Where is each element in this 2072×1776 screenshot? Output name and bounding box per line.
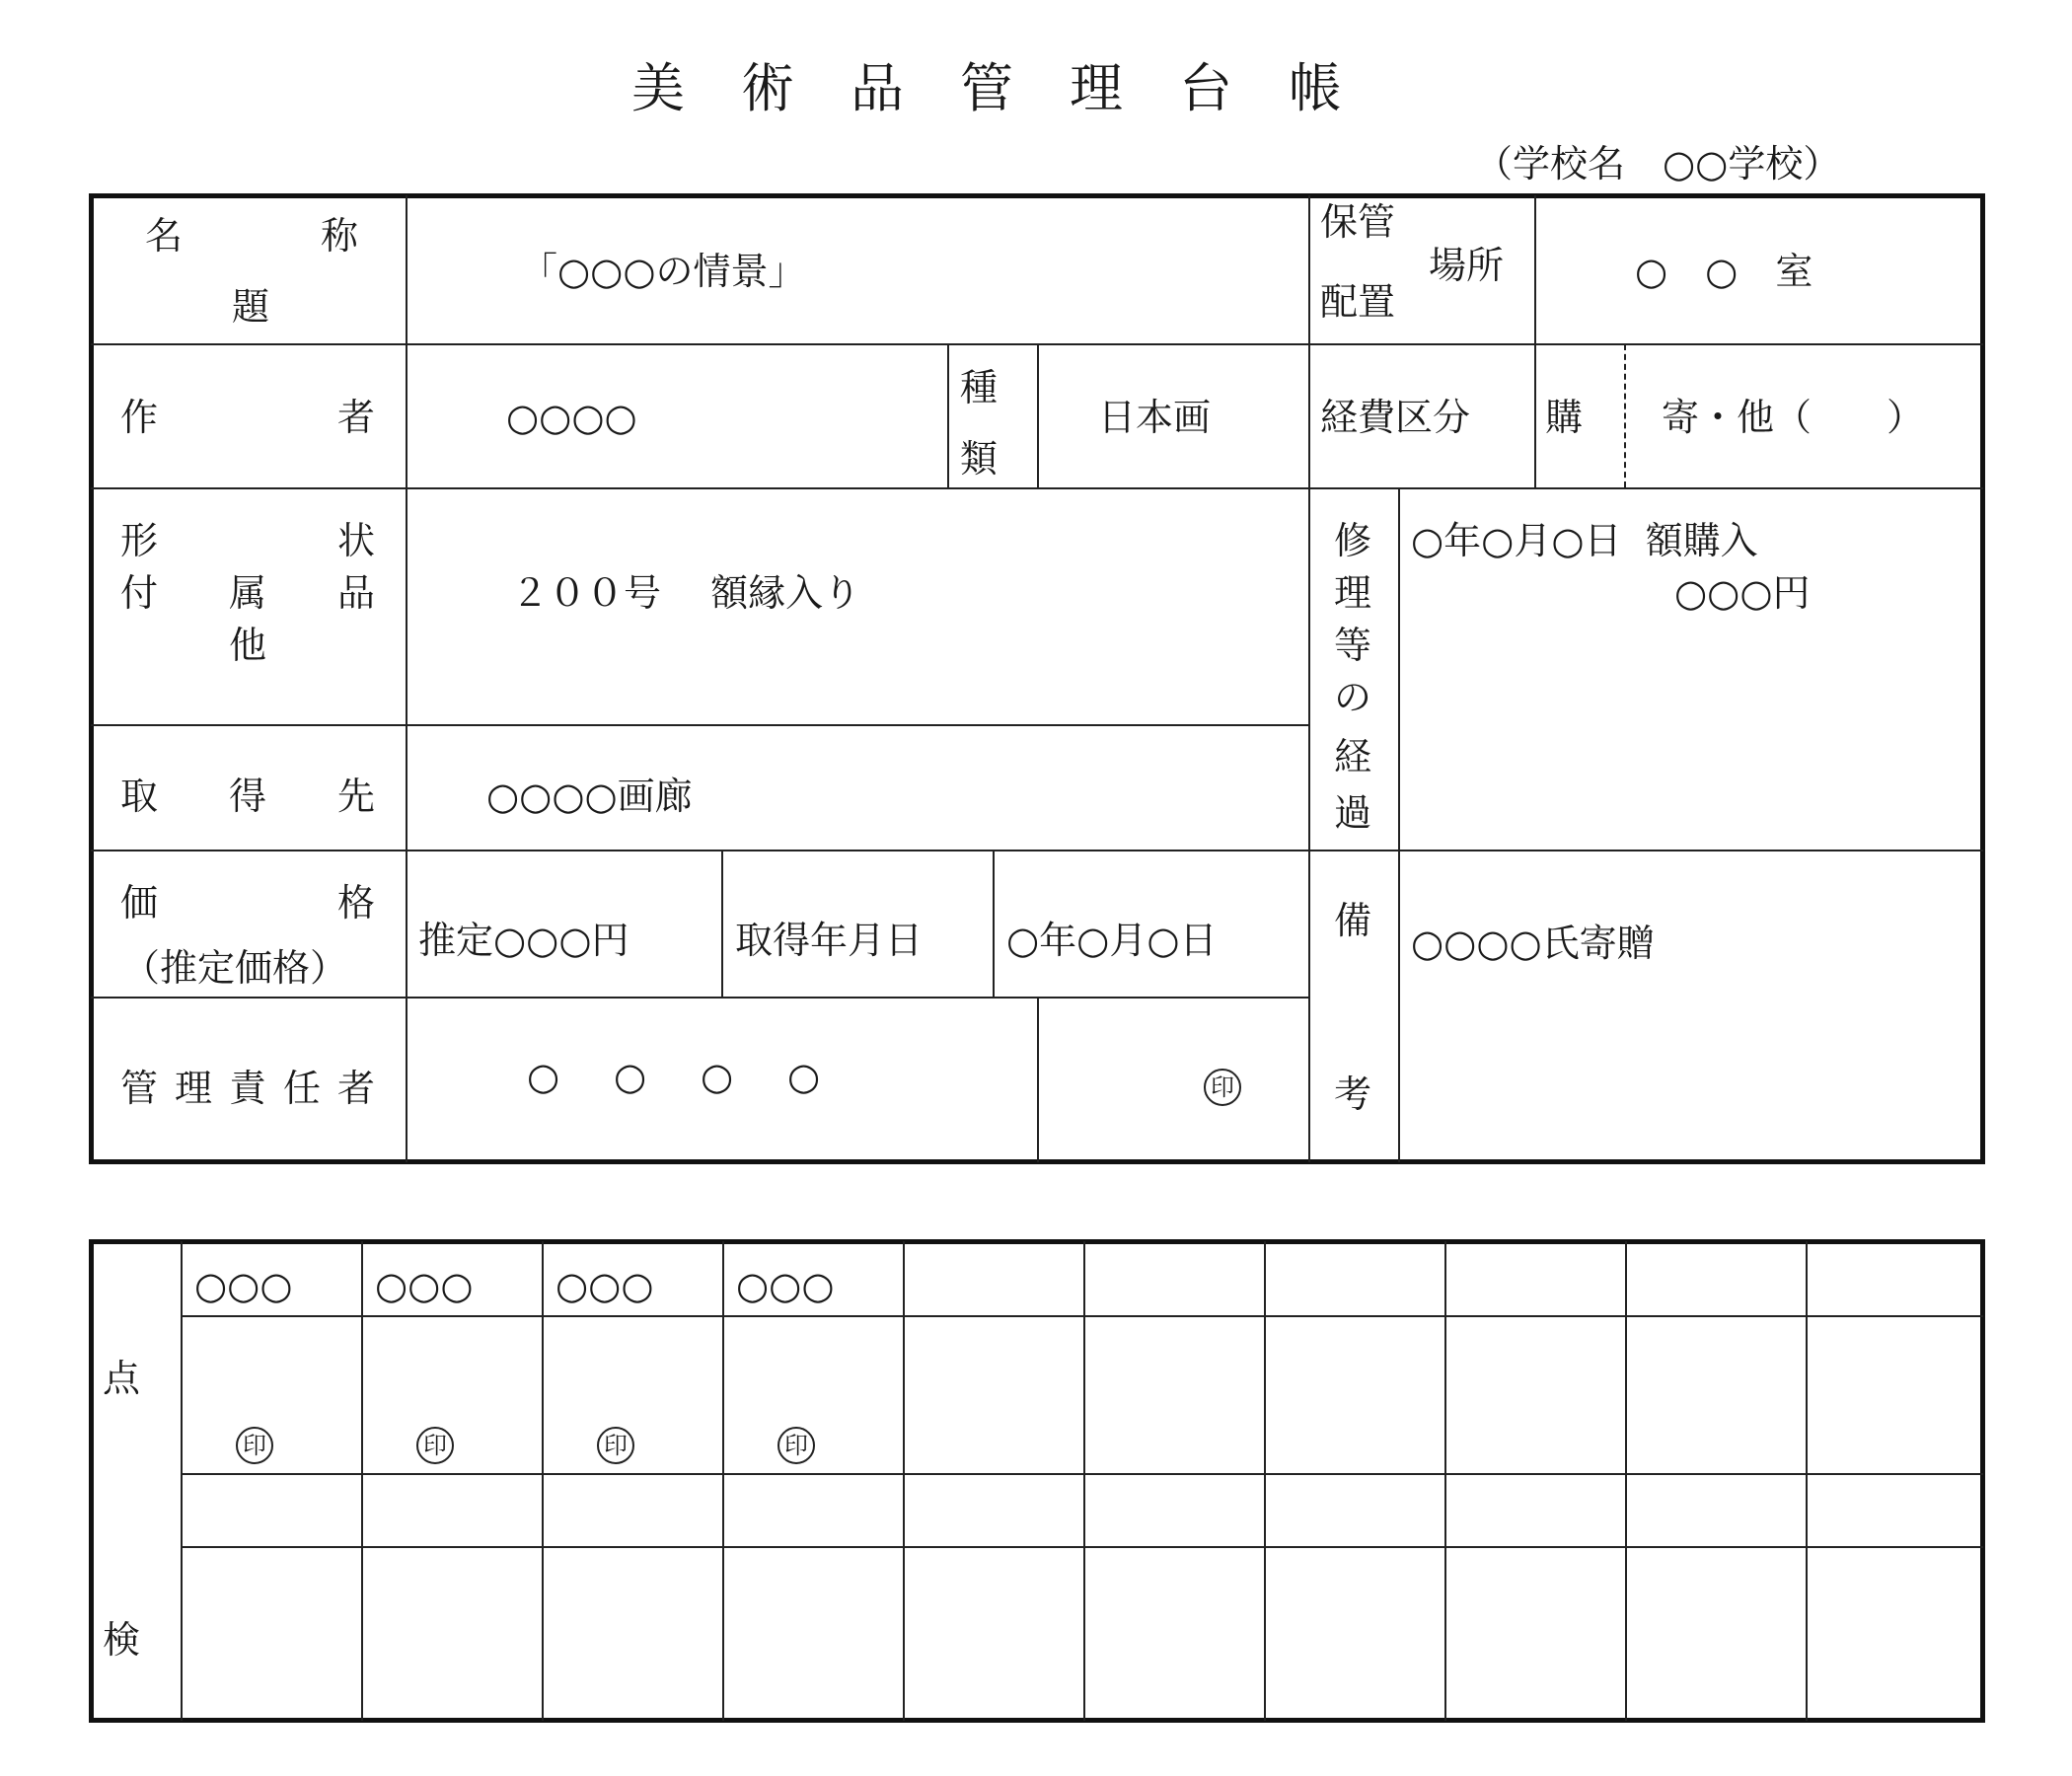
name-label: 名 [145, 214, 184, 258]
name-label: 題 [232, 285, 270, 329]
title-char: 術 [741, 56, 794, 119]
col-divider [721, 850, 723, 997]
storage-label: 場所 [1429, 244, 1505, 287]
manager-label: 理 [175, 1067, 213, 1110]
row-divider [91, 487, 1983, 489]
seal-stamp-icon: 印 [416, 1427, 454, 1464]
title-char: 品 [851, 56, 904, 119]
shape-label: 属 [229, 571, 267, 615]
acquisition-date-value: ○年○月○日 [1006, 919, 1218, 962]
repair-label: 経 [1334, 735, 1372, 778]
repair-label: 修 [1334, 519, 1372, 562]
repair-label: 過 [1334, 791, 1372, 835]
storage-label: 保管 [1320, 200, 1396, 244]
col-divider [1625, 1241, 1627, 1721]
repair-label: 等 [1334, 624, 1372, 667]
seal-stamp-icon: 印 [597, 1427, 634, 1464]
col-divider [1444, 1241, 1446, 1721]
title-char: 台 [1179, 56, 1232, 119]
col-divider [1037, 344, 1039, 487]
row-divider [182, 1546, 1983, 1548]
title-char: 管 [960, 56, 1013, 119]
seal-stamp-icon: 印 [1204, 1069, 1241, 1106]
name-label: 称 [321, 214, 359, 258]
acquisition-date-label: 取得年月日 [735, 919, 924, 962]
shape-label: 付 [120, 571, 159, 615]
inspection-side-label: 検 [103, 1618, 141, 1662]
author-label: 者 [337, 396, 376, 439]
price-label: 格 [337, 881, 376, 925]
repair-line: ○○○円 [1674, 571, 1811, 615]
repair-label: 理 [1334, 571, 1372, 615]
repair-label: の [1334, 676, 1372, 719]
storage-label: 配置 [1320, 280, 1396, 324]
name-value: 「○○○の情景」 [520, 250, 806, 293]
row-divider [182, 1473, 1983, 1475]
remarks-value: ○○○○氏寄贈 [1411, 922, 1655, 965]
col-divider [722, 1241, 724, 1721]
manager-label: 管 [120, 1067, 159, 1110]
col-divider [542, 1241, 544, 1721]
inspector-name: ○○○ [194, 1264, 293, 1307]
col-divider [181, 1241, 183, 1721]
col-divider [947, 344, 949, 487]
school-name: （学校名 ○○学校） [1475, 142, 1841, 185]
remarks-label: 考 [1334, 1073, 1372, 1116]
kind-label: 種 [960, 366, 999, 409]
shape-label: 状 [337, 519, 376, 562]
col-divider [1037, 997, 1039, 1162]
expense-other: 寄・他（ ） [1662, 396, 1925, 439]
storage-value: ○ ○ 室 [1635, 250, 1813, 293]
source-label: 得 [229, 775, 267, 818]
manager-name-char: ○ [701, 1055, 734, 1098]
title-char: 美 [631, 56, 685, 119]
source-label: 先 [337, 775, 376, 818]
source-value: ○○○○画廊 [486, 775, 693, 818]
author-value: ○○○○ [506, 396, 637, 439]
row-divider [91, 724, 1309, 726]
col-divider [1308, 195, 1310, 1162]
repair-line: ○年○月○日 額購入 [1411, 519, 1758, 562]
author-label: 作 [120, 396, 159, 439]
row-divider [91, 850, 1983, 851]
col-divider [1534, 195, 1536, 487]
inspection-side-label: 点 [103, 1357, 141, 1400]
title-char: 理 [1070, 56, 1123, 119]
kind-label: 類 [960, 437, 999, 481]
manager-name-char: ○ [614, 1055, 647, 1098]
inspector-name: ○○○ [736, 1264, 835, 1307]
col-divider [1264, 1241, 1266, 1721]
col-divider [406, 195, 407, 1162]
inspection-table-frame [89, 1239, 1985, 1723]
manager-label: 者 [337, 1067, 376, 1110]
shape-value: ２００号 額縁入り [511, 571, 861, 615]
col-divider [1806, 1241, 1808, 1721]
seal-stamp-icon: 印 [777, 1427, 815, 1464]
col-divider [1398, 487, 1400, 1162]
manager-label: 任 [283, 1067, 322, 1110]
shape-label: 形 [120, 519, 159, 562]
row-divider [182, 1315, 1983, 1317]
source-label: 取 [120, 775, 159, 818]
kind-value: 日本画 [1098, 396, 1212, 439]
price-label: （推定価格） [122, 946, 348, 990]
col-divider [993, 850, 995, 997]
price-value: 推定○○○円 [418, 919, 629, 962]
inspector-name: ○○○ [555, 1264, 654, 1307]
price-label: 価 [120, 881, 159, 925]
col-divider [1083, 1241, 1085, 1721]
inspector-name: ○○○ [375, 1264, 474, 1307]
manager-name-char: ○ [787, 1055, 821, 1098]
manager-name-char: ○ [527, 1055, 560, 1098]
title-char: 帳 [1289, 56, 1342, 119]
dashed-divider [1624, 344, 1626, 487]
page-title [631, 49, 1342, 118]
expense-label: 経費区分 [1320, 396, 1471, 439]
remarks-label: 備 [1334, 899, 1372, 942]
expense-purchase: 購 [1545, 396, 1584, 439]
shape-label: 他 [229, 624, 267, 667]
shape-label: 品 [337, 571, 376, 615]
seal-stamp-icon: 印 [236, 1427, 273, 1464]
col-divider [903, 1241, 905, 1721]
row-divider [91, 997, 1309, 999]
manager-label: 責 [229, 1067, 267, 1110]
col-divider [361, 1241, 363, 1721]
